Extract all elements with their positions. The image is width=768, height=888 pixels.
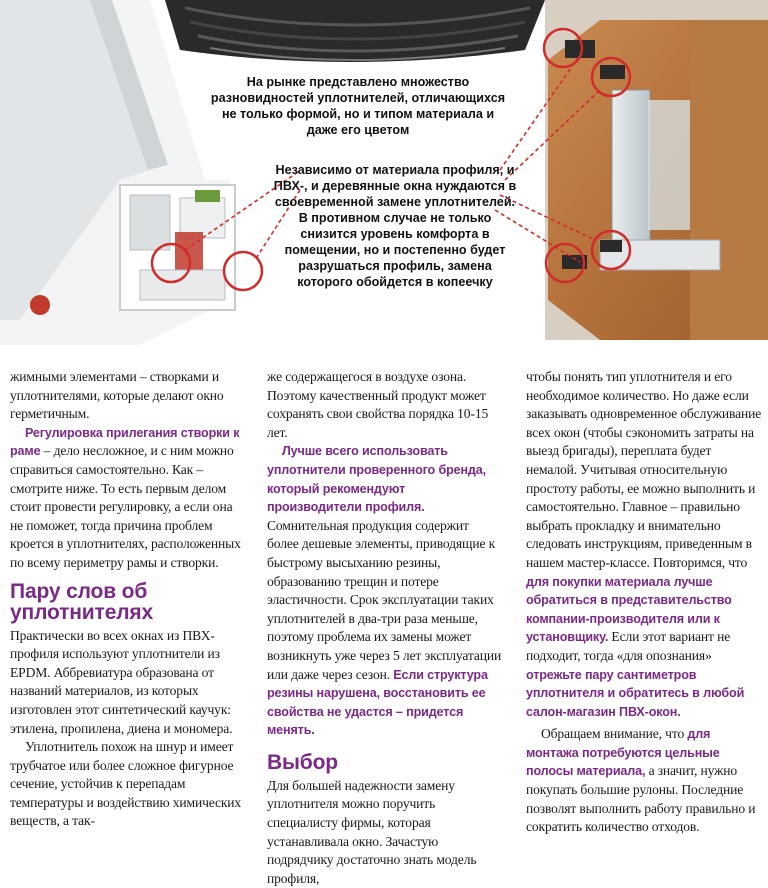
highlight-text: Регулировка прилегания створки к раме [10, 425, 240, 459]
article-column-2 [267, 368, 502, 888]
highlight-text: для монтажа потребуются цельные полосы материала, [526, 727, 720, 779]
hero-illustration [0, 0, 768, 362]
section-heading-seals: Пару слов об уплотнителях [10, 579, 154, 624]
caption-gasket-replacement: Независимо от материала профиля, и ПВХ-, и деревянные окна нуждаются в своевременной замене уплотнителей. В противном случае не только снизится уровень комфорта в помещении, но и постепенно будет разрушаться профиль, замена которого обойдется в копеечку [273, 163, 517, 289]
paragraph: жимными элементами – створками и уплотнителями, которые делают окно герметичным. [10, 369, 224, 422]
highlight-text: для покупки материала лучше обратиться в представительство компании-производителя или к установщику. [526, 574, 732, 645]
brand-logo-icon [30, 295, 50, 315]
paragraph: же содержащегося в воздухе озона. Поэтому качественный продукт может сохранять свои свойства порядка 10-15 лет. [267, 369, 489, 440]
paragraph: Уплотнитель похож на шнур и имеет трубчатое или более сложное фигурное сечение, устойчив к перепадам температуры и воздействию химических веществ, а так- [10, 739, 242, 829]
paragraph-text: а значит, нужно покупать большие рулоны. Последние позволят выполнить работу правильно и сократить количество отходов. [526, 763, 756, 835]
paragraph-text: – дело несложное, и с ним можно справиться самостоятельно. Как – смотрите ниже. То есть первым делом стоит провести регулировку, а если она не поможет, тогда причина проблем кроется в уплотнителях, расположенных по всему периметру рамы и створки. [10, 443, 241, 570]
paragraph [526, 368, 762, 721]
paragraph-text: чтобы понять тип уплотнителя и его необходимое количество. Но даже если заказывать одновременное обслуживание всех окон (чтобы сэкономить затраты на выезд бригады), переплата будет немалой. Учитывая относительную простоту работы, ее можно выполнить и самостоятельно. Главное – правильно выбрать прокладку и внимательно следовать инструкциям, приведенным в нашем мастер-классе. Повторимся, что [526, 369, 762, 570]
article-column-1 [10, 368, 245, 831]
highlight-text: Лучше всего использовать уплотнители проверенного бренда, который рекомендуют производители профиля. [267, 444, 486, 515]
paragraph-text: Обращаем внимание, что [541, 726, 688, 742]
highlight-text: Если структура резины нарушена, восстановить ее свойства не удастся – придется менять. [267, 667, 488, 738]
gasket-samples-picture [165, 0, 545, 62]
paragraph-text: Сомнительная продукция содержит более дешевые элементы, приводящие к быстрому высыханию резины, образованию трещин и потере эластичности. Срок эксплуатации таких уплотнителей в два-три раза меньше, поэтому проблема их замены может возникнуть уже через 5 лет эксплуатации или даже через сезон. [267, 517, 502, 682]
article-column-3 [526, 368, 762, 837]
section-heading-choice: Выбор [267, 750, 338, 774]
paragraph-text: Если этот вариант не подходит, тогда «для опознания» [526, 629, 731, 663]
paragraph [526, 725, 762, 837]
paragraph: Практически во всех окнах из ПВХ-профиля используют уплотнители из EPDM. Аббревиатура образована от названий материалов, из которых изготовлен этот синтетический каучук: этилена, пропилена, диена и мономера. [10, 627, 233, 736]
paragraph [10, 424, 245, 573]
wooden-window-picture [544, 0, 768, 340]
caption-gasket-variety: На рынке представлено множество разновидностей уплотнителей, отличающихся не только формой, но и типом материала и даже его цветом [210, 75, 506, 137]
highlight-text: отрежьте пару сантиметров уплотнителя и обратитесь в любой салон-магазин ПВХ-окон. [526, 667, 745, 719]
paragraph [267, 442, 502, 740]
paragraph: Для большей надежности замену уплотнителя можно поручить специалисту фирмы, которая устанавливала окно. Зачастую подрядчику достаточно знать модель профиля, [267, 777, 477, 886]
